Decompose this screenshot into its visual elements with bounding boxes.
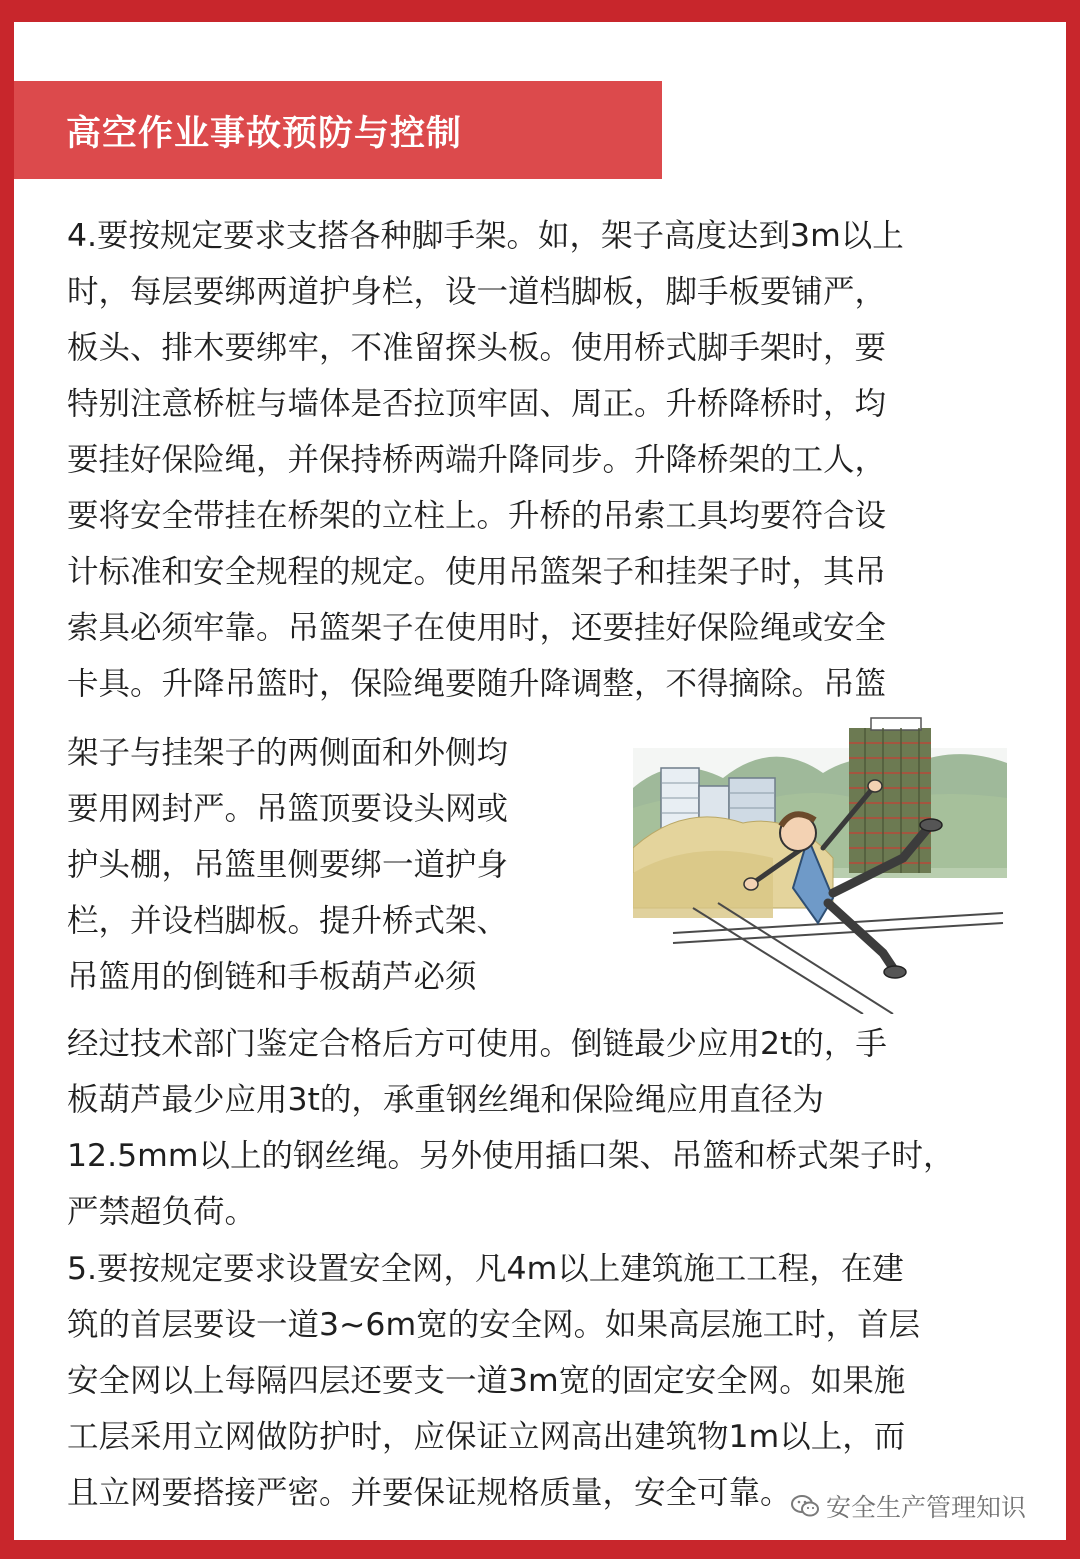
- text-line: 4.要按规定要求支搭各种脚手架。如，架子高度达到3m以上: [67, 218, 904, 254]
- text-line: 且立网要搭接严密。并要保证规格质量，安全可靠。: [67, 1475, 792, 1511]
- page-title: 高空作业事故预防与控制: [66, 114, 463, 154]
- watermark: [790, 1486, 1026, 1526]
- text-line: 要挂好保险绳，并保持桥两端升降同步。升降桥架的工人，: [67, 442, 887, 478]
- text-line: 索具必须牢靠。吊篮架子在使用时，还要挂好保险绳或安全: [67, 610, 887, 646]
- text-line: 护头棚，吊篮里侧要绑一道护身: [67, 847, 509, 883]
- text-line: 12.5mm以上的钢丝绳。另外使用插口架、吊篮和桥式架子时，: [67, 1138, 955, 1174]
- text-line: 时，每层要绑两道护身栏，设一道档脚板，脚手板要铺严，: [67, 274, 887, 310]
- building-scaffold: [849, 718, 931, 873]
- text-line: 要用网封严。吊篮顶要设头网或: [67, 791, 509, 827]
- text-line: 筑的首层要设一道3~6m宽的安全网。如果高层施工时，首层: [67, 1307, 921, 1343]
- text-line: 卡具。升降吊篮时，保险绳要随升降调整，不得摘除。吊篮: [67, 666, 887, 702]
- text-line: 安全网以上每隔四层还要支一道3m宽的固定安全网。如果施: [67, 1363, 906, 1399]
- text-line: 要将安全带挂在桥架的立柱上。升桥的吊索工具均要符合设: [67, 498, 887, 534]
- wechat-icon: [790, 1493, 820, 1519]
- text-line: 严禁超负荷。: [67, 1194, 257, 1230]
- text-line: 栏，并设档脚板。提升桥式架、: [67, 903, 509, 939]
- text-line: 架子与挂架子的两侧面和外侧均: [67, 735, 509, 771]
- watermark-text: 安全生产管理知识: [826, 1493, 1027, 1522]
- text-line: 特别注意桥桩与墙体是否拉顶牢固、周正。升桥降桥时，均: [67, 386, 887, 422]
- text-line: 工层采用立网做防护时，应保证立网高出建筑物1m以上，而: [67, 1419, 906, 1455]
- text-line: 板葫芦最少应用3t的，承重钢丝绳和保险绳应用直径为: [67, 1082, 824, 1118]
- text-line: 5.要按规定要求设置安全网，凡4m以上建筑施工工程，在建: [67, 1251, 904, 1287]
- text-line: 板头、排木要绑牢，不准留探头板。使用桥式脚手架时，要: [67, 330, 887, 366]
- text-line: 吊篮用的倒链和手板葫芦必须: [67, 959, 477, 995]
- worker-falling-illustration: [633, 708, 1007, 1014]
- text-line: 计标准和安全规程的规定。使用吊篮架子和挂架子时，其吊: [67, 554, 887, 590]
- text-line: 经过技术部门鉴定合格后方可使用。倒链最少应用2t的，手: [67, 1026, 887, 1062]
